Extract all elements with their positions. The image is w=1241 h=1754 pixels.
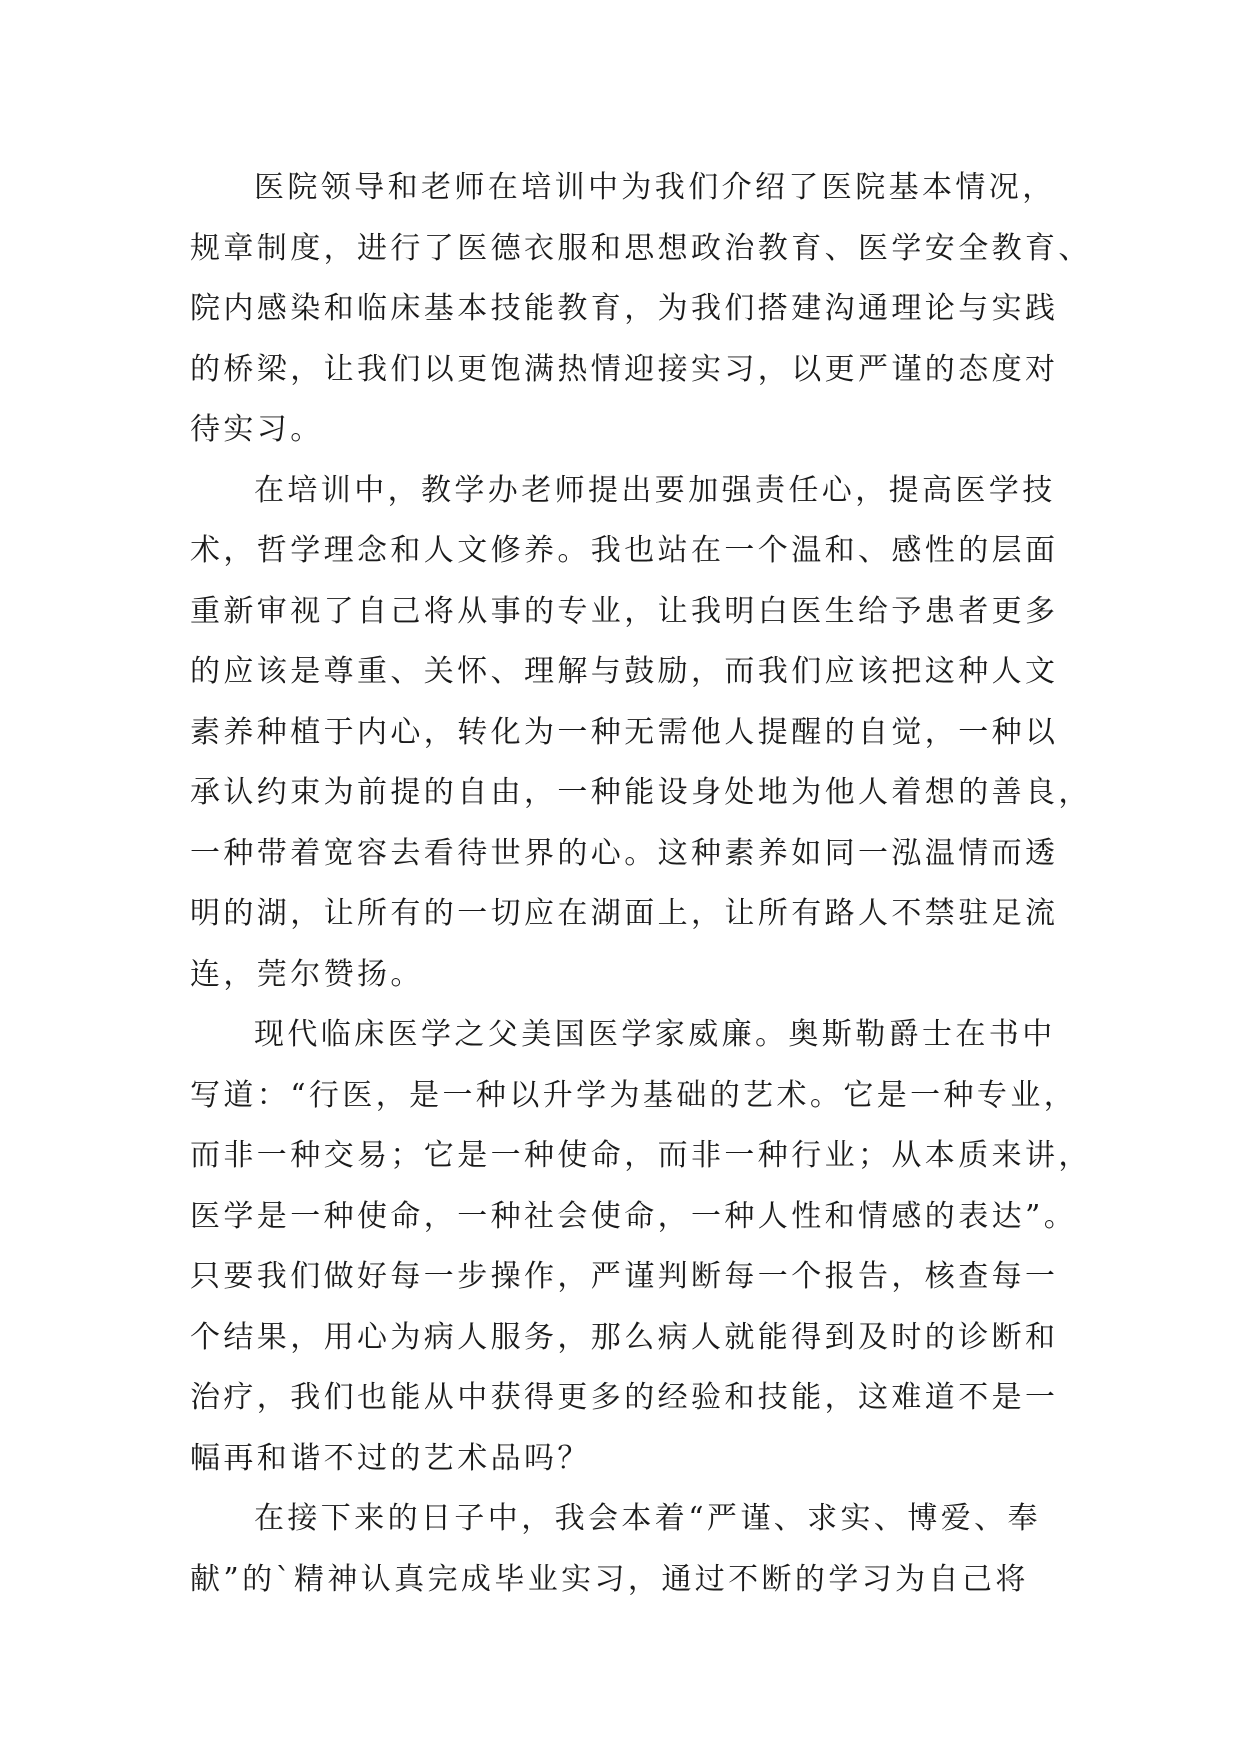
- text-line: 连，莞尔赞扬。: [190, 956, 424, 992]
- text-line: 献”的`精神认真完成毕业实习，通过不断的学习为自己将: [190, 1561, 1029, 1597]
- document-body: [190, 158, 1092, 1610]
- text-line: 幅再和谐不过的艺术品吗？: [190, 1440, 591, 1476]
- text-line: 治疗，我们也能从中获得更多的经验和技能，这难道不是一: [190, 1380, 1059, 1415]
- text-line: 的桥梁，让我们以更饱满热情迎接实习，以更严谨的态度对: [190, 351, 1059, 387]
- text-line: 只要我们做好每一步操作，严谨判断每一个报告，核查每一: [190, 1259, 1059, 1294]
- text-line: 素养种植于内心，转化为一种无需他人提醒的自觉，一种以: [190, 714, 1059, 750]
- text-line: 院内感染和临床基本技能教育，为我们搭建沟通理论与实践: [190, 291, 1059, 326]
- text-line: 现代临床医学之父美国医学家威廉。奥斯勒爵士在书中: [254, 1017, 1056, 1052]
- text-line: 待实习。: [190, 412, 324, 447]
- text-line: 重新审视了自己将从事的专业，让我明白医生给予患者更多: [190, 593, 1059, 629]
- text-line: 承认约束为前提的自由，一种能设身处地为他人着想的善良，: [190, 775, 1092, 810]
- text-line: 医学是一种使命，一种社会使命，一种人性和情感的表达”。: [190, 1198, 1078, 1234]
- text-line: 规章制度，进行了医德衣服和思想政治教育、医学安全教育、: [190, 230, 1092, 266]
- text-line: 一种带着宽容去看待世界的心。这种素养如同一泓温情而透: [190, 835, 1059, 871]
- text-line: 在培训中，教学办老师提出要加强责任心，提高医学技: [254, 472, 1056, 508]
- text-line: 术，哲学理念和人文修养。我也站在一个温和、感性的层面: [190, 533, 1059, 568]
- paragraph-4: [190, 1489, 1050, 1610]
- paragraph-3: [190, 1005, 1092, 1489]
- text-line: 个结果，用心为病人服务，那么病人就能得到及时的诊断和: [190, 1319, 1059, 1355]
- text-line: 而非一种交易；它是一种使命，而非一种行业；从本质来讲，: [190, 1138, 1092, 1173]
- text-line: 在接下来的日子中，我会本着“严谨、求实、博爱、奉: [254, 1501, 1041, 1536]
- text-line: 写道：“行医，是一种以升学为基础的艺术。它是一种专业，: [190, 1077, 1078, 1113]
- text-line: 的应该是尊重、关怀、理解与鼓励，而我们应该把这种人文: [190, 654, 1059, 689]
- paragraph-2: [190, 461, 1092, 1006]
- paragraph-1: [190, 158, 1092, 461]
- text-line: 明的湖，让所有的一切应在湖面上，让所有路人不禁驻足流: [190, 896, 1059, 931]
- text-line: 医院领导和老师在培训中为我们介绍了医院基本情况，: [254, 170, 1056, 205]
